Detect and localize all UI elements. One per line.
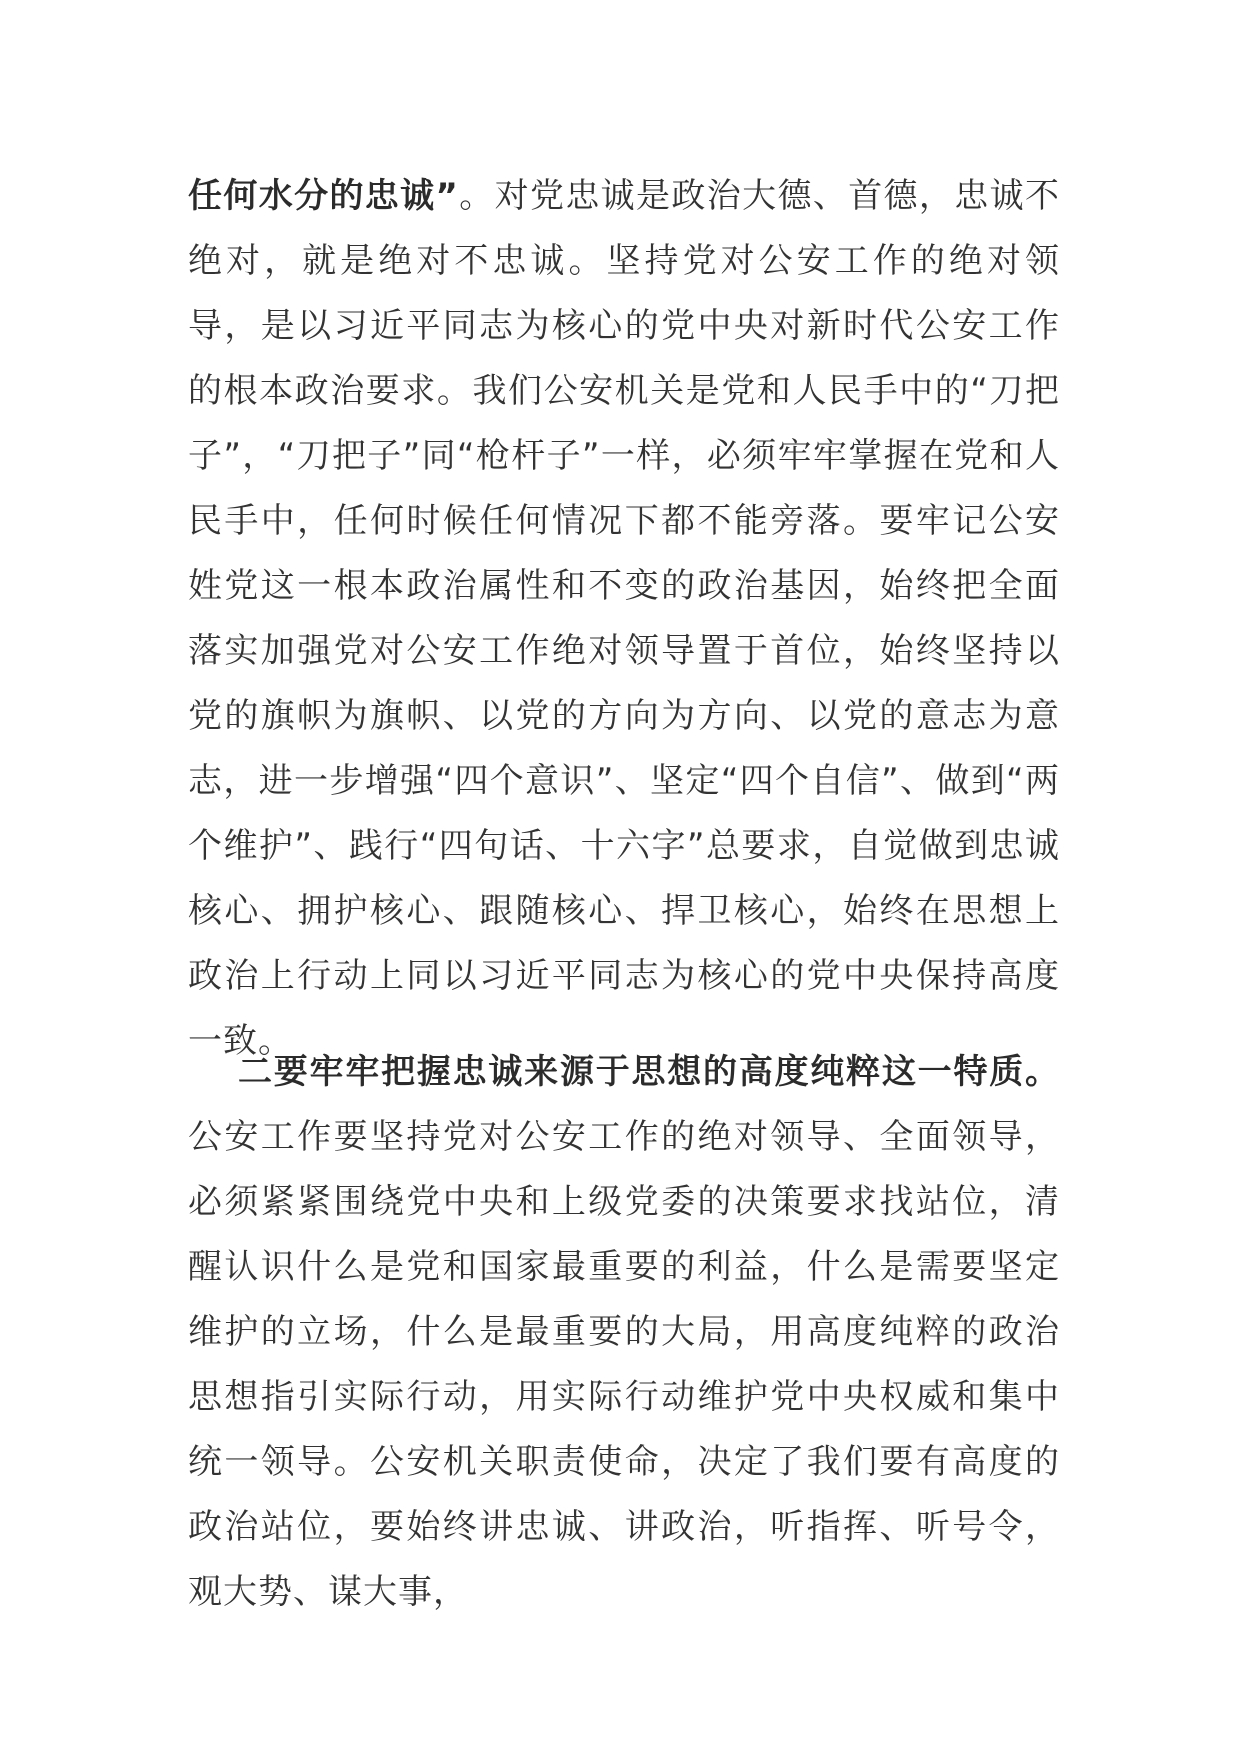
paragraph-2-body: 公安工作要坚持党对公安工作的绝对领导、全面领导，必须紧紧围绕党中央和上级党委的决策要求找站位，清醒认识什么是党和国家最重要的利益，什么是需要坚定维护的立场，什么是最重要的大局，用高度纯粹的政治思想指引实际行动，用实际行动维护党中央权威和集中统一领导。公安机关职责使命，决定了我们要有高度的政治站位，要始终讲忠诚、讲政治，听指挥、听号令，观大势、谋大事， bbox=[188, 1117, 1060, 1612]
paragraph-1-lead: 任何水分的忠诚” bbox=[188, 176, 459, 216]
paragraph-1 bbox=[188, 164, 1060, 1074]
paragraph-2-lead: 二要牢牢把握忠诚来源于思想的高度纯粹这一特质。 bbox=[238, 1052, 1060, 1092]
paragraph-2 bbox=[188, 1040, 1060, 1625]
paragraph-1-body: 。对党忠诚是政治大德、首德，忠诚不绝对，就是绝对不忠诚。坚持党对公安工作的绝对领导，是以习近平同志为核心的党中央对新时代公安工作的根本政治要求。我们公安机关是党和人民手中的“刀把子”，“刀把子”同“枪杆子”一样，必须牢牢掌握在党和人民手中，任何时候任何情况下都不能旁落。要牢记公安姓党这一根本政治属性和不变的政治基因，始终把全面落实加强党对公安工作绝对领导置于首位，始终坚持以党的旗帜为旗帜、以党的方向为方向、以党的意志为意志，进一步增强“四个意识”、坚定“四个自信”、做到“两个维护”、践行“四句话、十六字”总要求，自觉做到忠诚核心、拥护核心、跟随核心、捍卫核心，始终在思想上政治上行动上同以习近平同志为核心的党中央保持高度一致。 bbox=[188, 176, 1060, 1061]
